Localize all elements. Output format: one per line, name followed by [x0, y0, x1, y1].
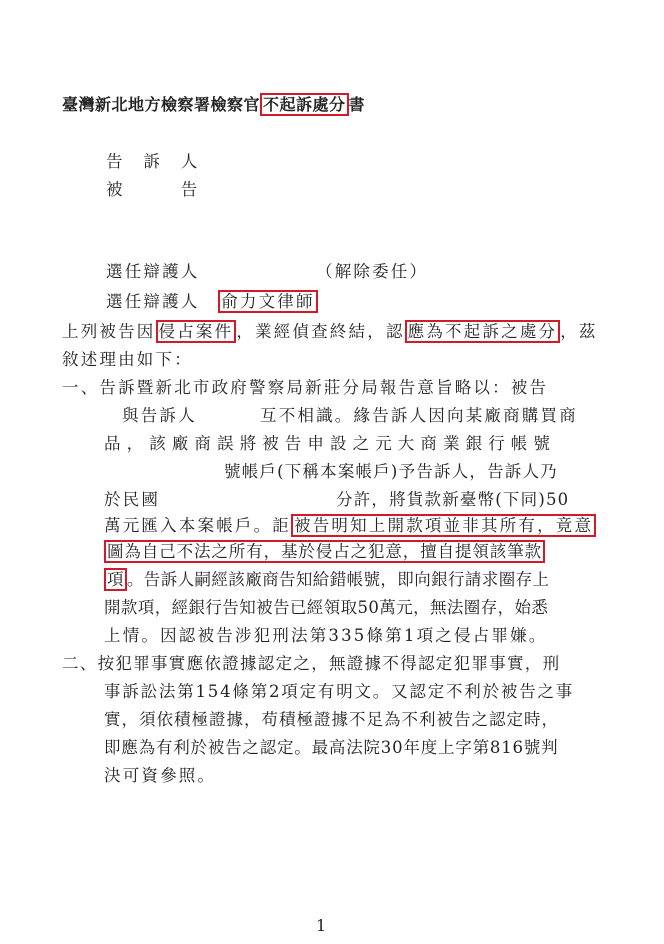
intro-line-1: 上列被告因 侵占案件 ，業經偵查終結，認 應為不起訴之處分 ，茲	[62, 322, 598, 341]
s2-line-2: 事訴訟法第154條第2項定有明文。又認定不利於被告之事	[104, 682, 575, 701]
defender1-note: （解除委任）	[316, 262, 429, 281]
s2-line-1: 二、按犯罪事實應依證據認定之，無證據不得認定犯罪事實，刑	[62, 654, 561, 673]
s1-line-7	[104, 538, 545, 562]
complainant-label: 告 訴 人	[106, 152, 200, 171]
s1-line-10: 上情。因認被告涉犯刑法第335條第1項之侵占罪嫌。	[104, 626, 548, 645]
s1-line-1: 一、告訴暨新北市政府警察局新莊分局報告意旨略以：被告	[62, 378, 549, 397]
s1-line-5b: 分許，將貨款新臺幣(下同)50	[336, 490, 570, 509]
intent-highlight-1: 被告明知上開款項並非其所有，竟意	[291, 514, 596, 537]
s1-line-2b: 互不相識。緣告訴人因向某廠商購買商	[260, 406, 578, 425]
s1-line-5a: 於民國	[104, 490, 161, 509]
s1-line-2a: 與告訴人	[122, 406, 197, 425]
defender2-name: 俞力文律師	[218, 290, 318, 313]
case-type-highlight: 侵占案件	[156, 320, 237, 343]
s1-line-8: 項 。告訴人嗣經該廠商告知給錯帳號，即向銀行請求圈存上	[104, 566, 549, 590]
page-number: 1	[316, 916, 327, 935]
intent-highlight-3: 項	[104, 568, 127, 591]
title-highlight: 不起訴處分	[260, 93, 349, 116]
disposition-highlight: 應為不起訴之處分	[405, 320, 561, 343]
s2-line-4: 即應為有利於被告之認定。最高法院30年度上字第816號判	[104, 738, 559, 757]
document-title: 臺灣新北地方檢察署檢察官 不起訴處分 書	[62, 95, 366, 114]
s1-line-6: 萬元匯入本案帳戶。詎 被告明知上開款項並非其所有，竟意	[104, 512, 596, 536]
intro-line-2: 敘述理由如下：	[62, 350, 193, 369]
intent-highlight-2: 圖為自己不法之所有，基於侵占之犯意，擅自提領該筆款	[104, 540, 545, 563]
s1-line-3: 品，該廠商誤將被告申設之元大商業銀行帳號	[104, 434, 556, 453]
s2-line-5: 決可資參照。	[104, 766, 217, 785]
defender2-row: 選任辯護人 俞力文律師	[106, 288, 318, 312]
defender1-label: 選任辯護人	[106, 262, 200, 281]
s1-line-4: 號帳戶(下稱本案帳戶)予告訴人，告訴人乃	[224, 462, 558, 481]
s1-line-9: 開款項，經銀行告知被告已經領取50萬元，無法圈存，始悉	[104, 598, 549, 617]
defendant-label: 被 告	[106, 180, 200, 199]
s2-line-3: 實，須依積極證據，苟積極證據不足為不利被告之認定時，	[104, 710, 559, 729]
